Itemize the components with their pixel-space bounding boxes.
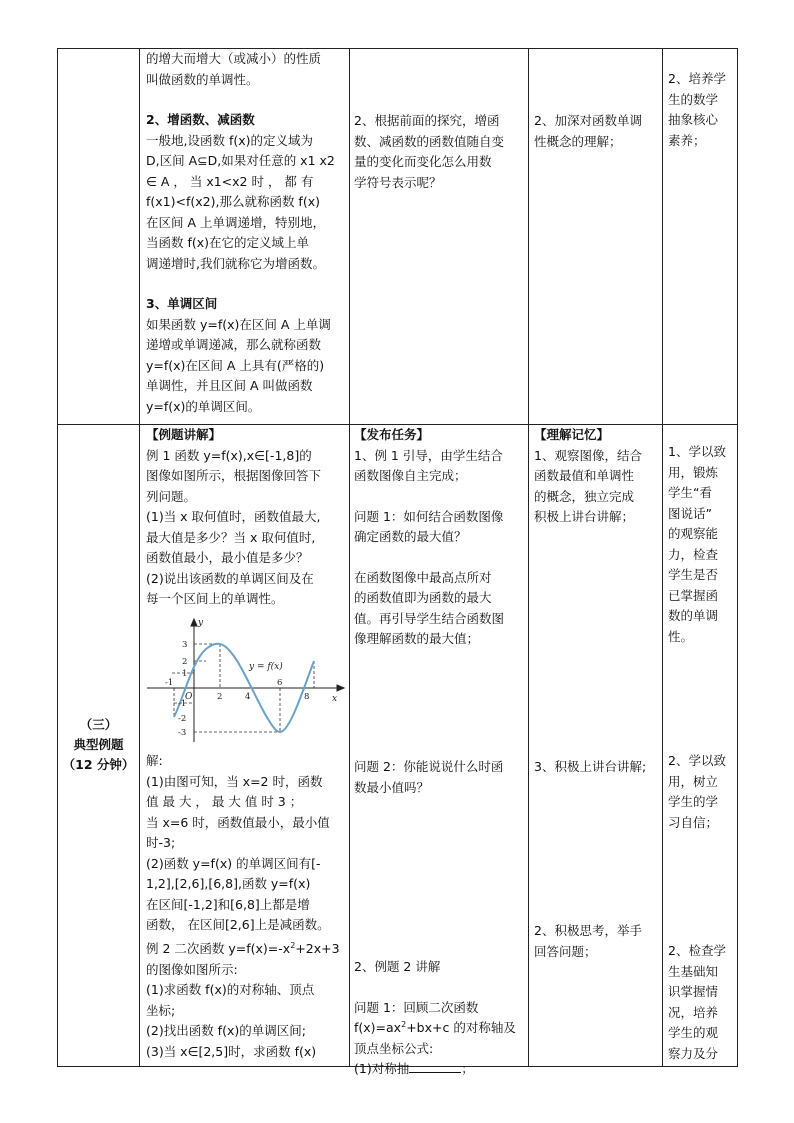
column-divider	[139, 49, 140, 1066]
top-student-cell	[534, 111, 662, 152]
section-heading: 【理解记忆】	[534, 427, 610, 442]
text-line: 的增大而增大（或减小）的性质	[146, 51, 322, 66]
text-line: 识掌握情	[668, 984, 719, 999]
text-line: 力，检查	[668, 546, 719, 562]
text-line: 数的单调	[668, 608, 719, 623]
teacher-question-2	[354, 757, 526, 798]
text-line: 每一个区间上的单调性。	[146, 591, 284, 606]
text-line: 1、例 1 引导，由学生结合	[354, 447, 503, 463]
student-item-3	[534, 757, 662, 778]
bottom-purpose-cell	[668, 442, 738, 647]
bottom-student-cell	[534, 425, 662, 528]
text-line: 性概念的理解；	[534, 133, 622, 149]
section-heading: 【例题讲解】	[146, 427, 222, 442]
text-line: (2)函数 y=f(x) 的单调区间有[-	[146, 855, 321, 871]
text-line: 函数， 在区间[2,6]上是减函数。	[146, 917, 330, 932]
text-line: 如果函数 y=f(x)在区间 A 上单调	[146, 316, 331, 332]
text-line: 回答问题；	[534, 943, 597, 959]
text-line: 况，培养	[668, 1004, 719, 1020]
text-fragment: +2x+3	[295, 941, 340, 956]
text-line: 量的变化而变化怎么用数	[354, 154, 492, 169]
text-fragment: ；	[461, 1061, 474, 1076]
text-line: (1)求函数 f(x)的对称轴、顶点	[146, 982, 315, 997]
purpose-item-3	[668, 941, 738, 1064]
column-divider	[528, 49, 529, 1066]
text-line: 列问题。	[146, 488, 197, 504]
text-line: 数、减函数的函数值随自变	[354, 133, 505, 149]
text-line: (1)由图可知，当 x=2 时，函数	[146, 773, 323, 789]
text-fragment: 例 2 二次函数 y=f(x)=-x	[146, 941, 291, 956]
text-line: 2、根据前面的探究，增函	[354, 113, 500, 128]
y-tick-label: -3	[178, 728, 187, 738]
text-line: 的图像如图所示:	[146, 961, 238, 977]
text-line: 图说话”	[668, 505, 712, 521]
text-line: 在区间 A 上单调递增，特别地，	[146, 214, 325, 230]
x-tick-label: -1	[165, 678, 174, 688]
text-line: 当函数 f(x)在它的定义域上单	[146, 235, 310, 250]
text-line: (2)说出该函数的单调区间及在	[146, 570, 314, 586]
text-line: 3、积极上讲台讲解;	[534, 759, 647, 774]
text-line: 用，树立	[668, 773, 719, 789]
text-line: 1,2],[2,6],[6,8],函数 y=f(x)	[146, 876, 311, 891]
text-line: 像理解函数的最大值；	[354, 631, 480, 646]
text-line: 2、加深对函数单调	[534, 113, 642, 128]
subheading: 2、增函数、减函数	[146, 112, 255, 127]
text-line: 递增或单调递减，那么就称函数	[146, 337, 322, 352]
text-line: 2、学以致	[668, 753, 726, 768]
column-divider	[662, 49, 663, 1066]
column-divider	[349, 49, 350, 1066]
text-line: 函数值最小，最小值是多少？	[146, 550, 309, 565]
text-line: 的函数值即为函数的最大	[354, 590, 492, 605]
text-line: 2、例题 2 讲解	[354, 959, 441, 974]
teacher-example-2	[354, 957, 526, 1080]
text-line: (1)当 x 取何值时，函数值最大,	[146, 509, 321, 524]
text-line: 函数最值和单调性	[534, 468, 635, 483]
text-line: 2、检查学	[668, 943, 726, 958]
solution-block	[146, 751, 346, 936]
student-item-2	[534, 921, 662, 962]
text-fragment: +bx+c 的对称轴及	[406, 1020, 516, 1035]
text-line: 生基础知	[668, 963, 719, 979]
text-line: 积极上讲台讲解；	[534, 509, 635, 524]
text-line: 学生是否	[668, 567, 719, 582]
text-line: (2)找出函数 f(x)的单调区间;	[146, 1023, 306, 1038]
section-duration: （12 分钟）	[62, 757, 135, 772]
text-line: 问题 2：你能说说什么时函	[354, 759, 504, 774]
bottom-teacher-cell	[354, 425, 526, 650]
fill-in-blank[interactable]	[409, 1060, 461, 1073]
lesson-table	[57, 48, 738, 1076]
text-line: 调递增时,我们就称它为增函数。	[146, 255, 325, 271]
text-line: 最大值是多少？当 x 取何值时,	[146, 529, 316, 545]
text-line: 值 最 大 ， 最 大 值 时 3 ；	[146, 794, 303, 809]
subheading: 3、单调区间	[146, 296, 218, 311]
top-purpose-cell	[668, 69, 738, 151]
text-line: $f(x)=ax^2+bx+c$ 的对称轴及	[354, 1019, 516, 1035]
origin-label: O	[185, 692, 193, 702]
text-line: 叫做函数的单调性。	[146, 71, 259, 87]
text-line	[354, 1059, 526, 1080]
bottom-content-cell	[146, 425, 346, 610]
text-line: 学生“看	[668, 485, 712, 500]
text-line: 2、培养学	[668, 71, 726, 86]
y-axis-label: y	[198, 618, 204, 628]
text-line: D,区间 A⊆D,如果对任意的 x1 x2	[146, 153, 335, 168]
text-line: 用，锻炼	[668, 464, 719, 480]
text-line: 学符号表示呢？	[354, 174, 442, 190]
text-line: 解:	[146, 753, 163, 768]
x-tick-label: 2	[217, 692, 223, 702]
text-line: 在区间[-1,2]和[6,8]上都是增	[146, 896, 310, 912]
text-line: 察力及分	[668, 1045, 719, 1061]
text-line: 1、观察图像，结合	[534, 447, 642, 463]
example-2-block	[146, 939, 346, 1062]
top-content-cell	[146, 49, 346, 417]
text-line: 抽象核心	[668, 112, 719, 127]
text-line: 例 2 二次函数 $y=f(x)=-x^2+2x+3$	[146, 940, 340, 956]
text-line: 1、学以致	[668, 444, 726, 459]
y-tick-label: -1	[178, 699, 187, 709]
text-line: 性。	[668, 628, 694, 644]
text-line: 函数图像自主完成；	[354, 468, 467, 483]
text-line: 素养；	[668, 132, 706, 148]
y-tick-label: 3	[182, 640, 188, 650]
text-line: f(x1)<f(x2),那么就称函数 f(x)	[146, 194, 320, 209]
text-fragment: (1)对称抽	[354, 1061, 410, 1076]
text-line: 时-3;	[146, 835, 176, 850]
text-line: 已掌握函	[668, 587, 719, 603]
text-line: 值。再引导学生结合函数图	[354, 610, 505, 626]
text-line: y=f(x)的单调区间。	[146, 398, 261, 414]
text-line: 顶点坐标公式:	[354, 1040, 434, 1056]
x-tick-label: 4	[245, 692, 251, 702]
section-number: （三）	[79, 717, 118, 732]
text-line: 学生的学	[668, 794, 719, 809]
text-line: 生的数学	[668, 91, 719, 107]
text-line: 问题 1：如何结合函数图像	[354, 508, 504, 524]
text-line: 2、积极思考，举手	[534, 923, 642, 938]
text-line: 坐标;	[146, 1002, 176, 1018]
y-tick-label: 1	[182, 669, 188, 679]
text-line: 在函数图像中最高点所对	[354, 569, 492, 585]
text-fragment: f(x)=ax	[354, 1020, 402, 1035]
y-tick-label: -2	[178, 714, 187, 724]
section-label	[58, 715, 139, 775]
y-tick-label: 2	[182, 657, 188, 667]
x-axis-label: x	[332, 694, 338, 704]
text-line: 问题 1：回顾二次函数	[354, 999, 479, 1015]
text-line: ∈ A ， 当 x1<x2 时 ， 都 有	[146, 173, 314, 189]
text-line: (3)当 x∈[2,5]时，求函数 f(x)	[146, 1043, 317, 1059]
text-line: 学生的观	[668, 1025, 719, 1040]
text-line: 确定函数的最大值？	[354, 529, 467, 544]
text-line: y=f(x)在区间 A 上具有(严格的)	[146, 357, 325, 373]
text-line: 的概念，独立完成	[534, 488, 635, 504]
x-tick-label: 6	[277, 678, 283, 688]
text-line: 例 1 函数 y=f(x),x∈[-1,8]的	[146, 447, 312, 463]
text-line: 当 x=6 时，函数值最小，最小值	[146, 814, 330, 830]
top-teacher-cell	[354, 111, 526, 193]
text-line: 数最小值吗？	[354, 779, 430, 795]
text-line: 单调性，并且区间 A 叫做函数	[146, 378, 313, 393]
text-line: 的观察能	[668, 526, 719, 541]
text-line: 一般地,设函数 f(x)的定义域为	[146, 132, 313, 148]
function-graph	[144, 617, 348, 747]
text-line: 图像如图所示，根据图像回答下	[146, 468, 322, 483]
text-line: 习自信；	[668, 814, 719, 830]
section-title: 典型例题	[73, 737, 124, 752]
purpose-item-2	[668, 751, 738, 833]
curve-label: y = f(x)	[249, 662, 283, 672]
x-tick-label: 8	[304, 692, 310, 702]
section-heading: 【发布任务】	[354, 427, 430, 442]
